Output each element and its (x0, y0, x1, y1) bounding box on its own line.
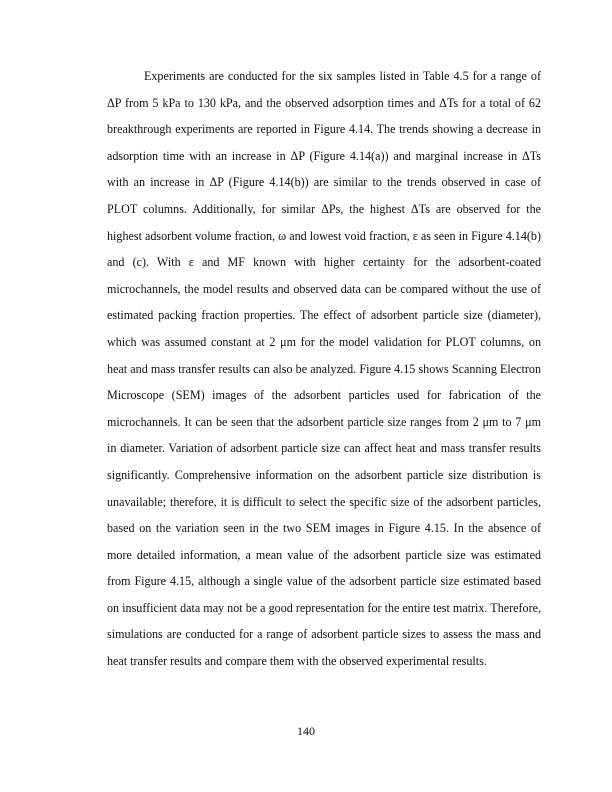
body-paragraph: Experiments are conducted for the six samples listed in Table 4.5 for a range of ΔP from 5 kPa to 130 kPa, and the observed adsorption times and ΔTs for a total of 62 breakthrough experiments are reported in Figure 4.14. The trends showing a decrease in adsorption time with an increase in ΔP (Figure 4.14(a)) and marginal increase in ΔTs with an increase in ΔP (Figure 4.14(b)) are similar to the trends observed in case of PLOT columns. Additionally, for similar ΔPs, the highest ΔTs are observed for the highest adsorbent volume fraction, ω and lowest void fraction, ε as seen in Figure 4.14(b) and (c). With ε and MF known with higher certainty for the adsorbent-coated microchannels, the model results and observed data can be compared without the use of estimated packing fraction properties. The effect of adsorbent particle size (diameter), which was assumed constant at 2 μm for the model validation for PLOT columns, on heat and mass transfer results can also be analyzed. Figure 4.15 shows Scanning Electron Microscope (SEM) images of the adsorbent particles used for fabrication of the microchannels. It can be seen that the adsorbent particle size ranges from 2 μm to 7 μm in diameter. Variation of adsorbent particle size can affect heat and mass transfer results significantly. Comprehensive information on the adsorbent particle size distribution is unavailable; therefore, it is difficult to select the specific size of the adsorbent particles, based on the variation seen in the two SEM images in Figure 4.15. In the absence of more detailed information, a mean value of the adsorbent particle size was estimated from Figure 4.15, although a single value of the adsorbent particle size estimated based on insufficient data may not be a good representation for the entire test matrix. Therefore, simulations are conducted for a range of adsorbent particle sizes to assess the mass and heat transfer results and compare them with the observed experimental results. (107, 69, 541, 669)
page-number: 140 (297, 724, 315, 738)
